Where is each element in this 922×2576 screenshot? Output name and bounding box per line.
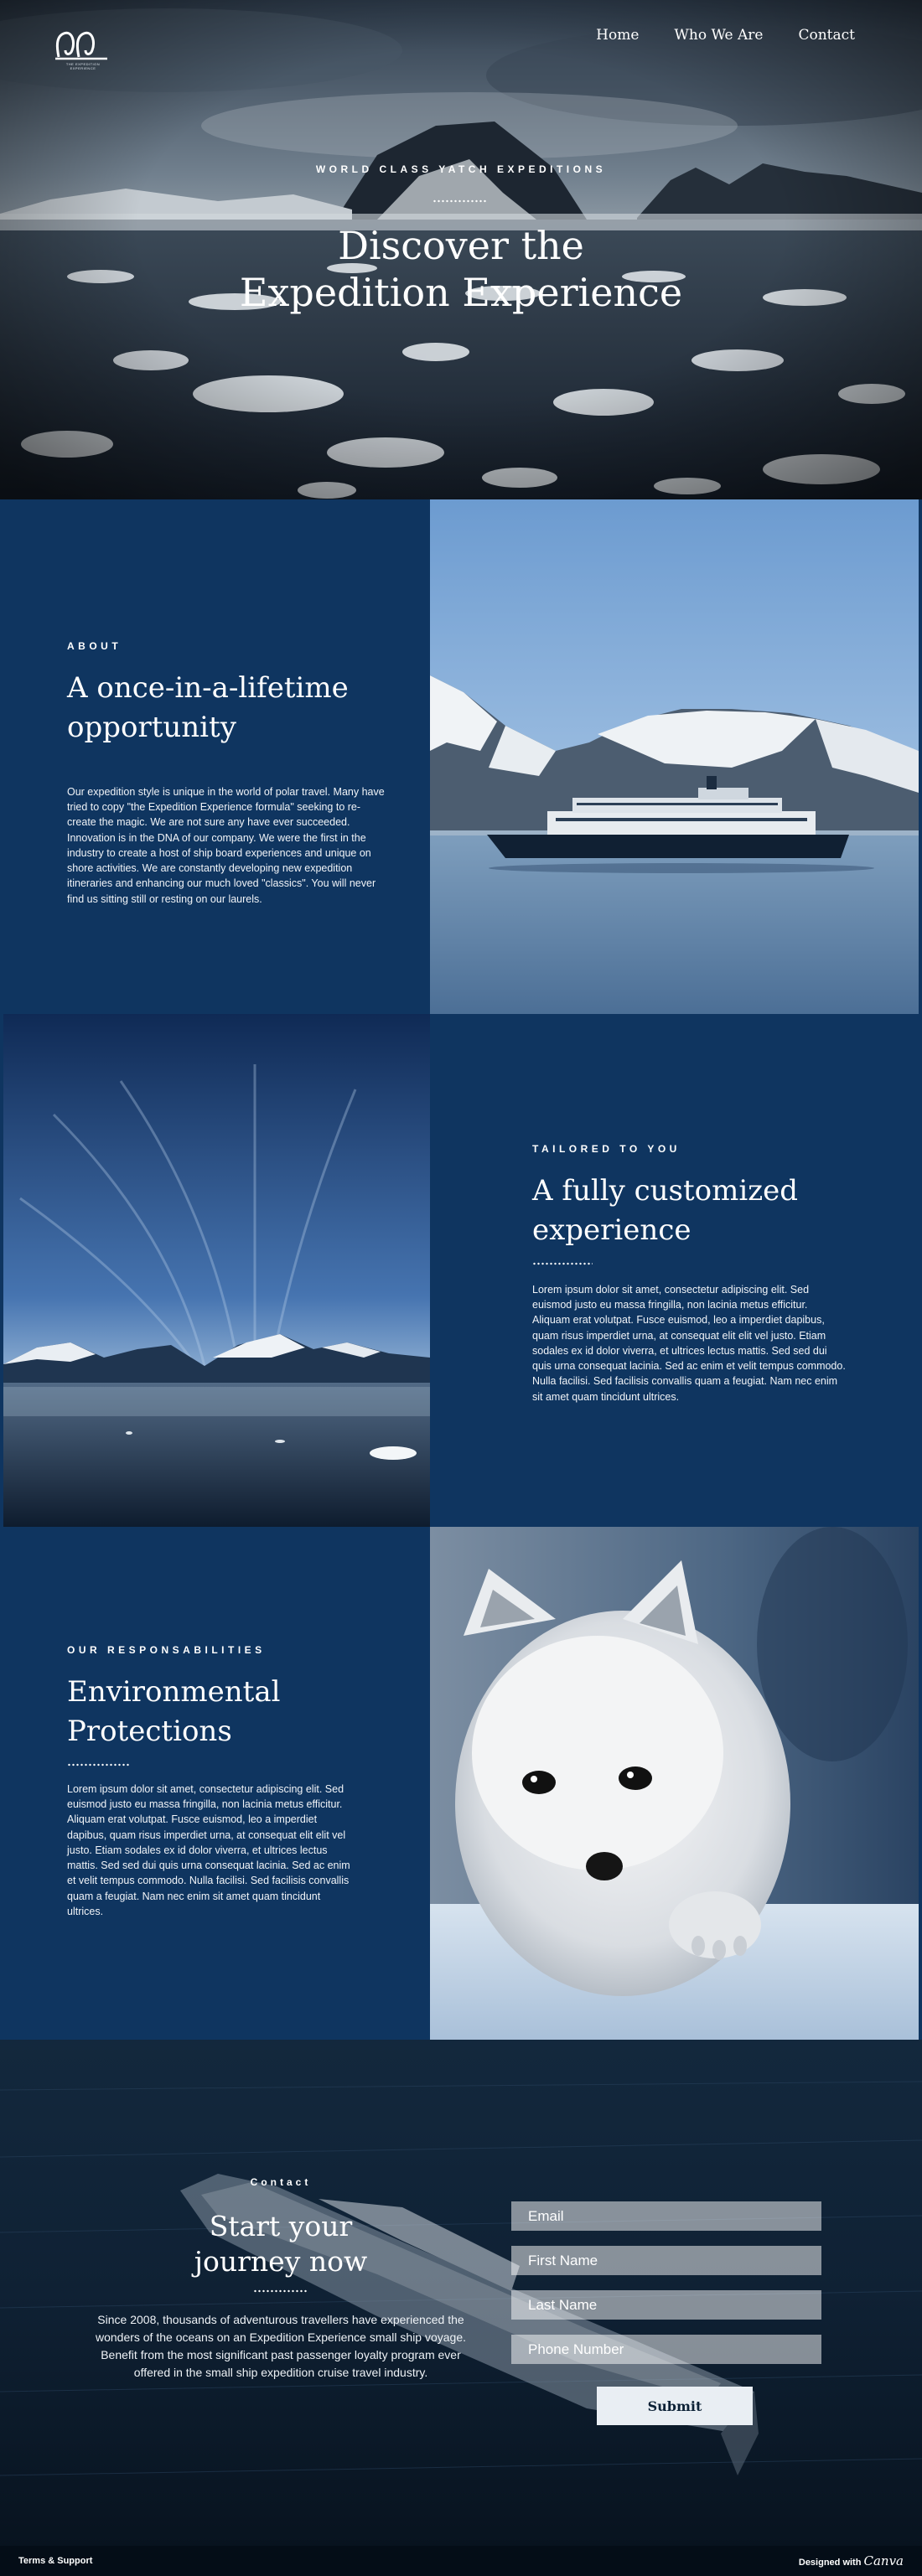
- hero-title-line2: Expedition Experience: [239, 270, 683, 316]
- environment-body: Lorem ipsum dolor sit amet, consectetur adipiscing elit. Sed euismod justo eu massa fringilla, non lacinia metus efficitur. Aliquam erat volutpat. Fusce euismod, leo a imperdiet dapibus, quam risus imperdiet urna, at consequat elit elit vel justo. Etiam sodales ex id dolor viverra, et ultrices lectus mattis. Sed sed dui quis urna consequat lacinia. Sed ac enim et velit tempus commodo. Nulla facilisi. Sed facilisis convallis quam a feugiat. Nam nec enim sit amet quam tincidunt ultrices.: [67, 1782, 350, 1917]
- contact-dotted-divider: [253, 2289, 308, 2293]
- tailored-text-block: [532, 1143, 847, 1404]
- environment-section: [0, 1527, 922, 2040]
- hero-dotted-divider: [433, 199, 488, 203]
- hero-eyebrow: WORLD CLASS YATCH EXPEDITIONS: [315, 163, 607, 175]
- about-title: [67, 669, 386, 747]
- canva-brand: Canva: [863, 2553, 904, 2568]
- tailored-title: [532, 1172, 847, 1250]
- last-name-field[interactable]: [511, 2290, 821, 2320]
- about-body: Our expedition style is unique in the world of polar travel. Many have tried to copy "the Expedition Experience formula" seeking to re-create the magic. We are not sure any have ever succeeded. Innovation is in the DNA of our company. We were the first in the industry to create a host of ship board experiences and unique on shore activities. We are constantly developing new expedition itineraries and enhancing our much loved "classics". You will never find us sitting still or resting on our laurels.: [67, 785, 385, 905]
- antarctic-mountains-illustration: [3, 1014, 430, 1527]
- antarctic-mountains-image: [3, 1014, 430, 1527]
- about-section: [0, 499, 922, 1014]
- environment-eyebrow: OUR RESPONSABILITIES: [67, 1644, 266, 1656]
- footer: [0, 2546, 922, 2576]
- about-eyebrow: ABOUT: [67, 640, 122, 652]
- about-title-line2: opportunity: [67, 710, 236, 744]
- tailored-title-line2: experience: [532, 1213, 692, 1247]
- contact-title: [92, 2209, 469, 2279]
- designed-with-credit[interactable]: [799, 2553, 904, 2568]
- designed-with-label: Designed with: [798, 2558, 862, 2568]
- tailored-dotted-divider: [532, 1262, 593, 1265]
- hero-section: [0, 0, 922, 499]
- contact-title-line2: journey now: [194, 2244, 368, 2278]
- about-title-line1: A once-in-a-lifetime: [67, 671, 349, 705]
- environment-title-line2: Protections: [67, 1714, 232, 1748]
- brand-logo[interactable]: [54, 25, 112, 70]
- tailored-body: Lorem ipsum dolor sit amet, consectetur adipiscing elit. Sed euismod justo eu massa fringilla, non lacinia metus efficitur. Aliquam erat volutpat. Fusce euismod, leo a imperdiet dapibus, quam risus imperdiet urna, at consequat elit elit vel justo. Etiam sodales ex id dolor viverra, et ultrices lectus mattis. Sed sed dui quis urna consequat lacinia. Sed ac enim et velit tempus commodo. Nulla facilisi. Sed facilisis convallis quam a feugiat. Nam nec enim sit amet quam tincidunt ultrices.: [532, 1283, 846, 1403]
- environment-title: [67, 1673, 352, 1751]
- contact-body: Since 2008, thousands of adventurous travellers have experienced the wonders of the oceans on an Expedition Experience small ship voyage. Benefit from the most significant past passenger loyalty program ever offered in the small ship expedition cruise travel industry.: [95, 2313, 467, 2379]
- first-name-field[interactable]: [511, 2246, 821, 2275]
- tailored-section: [0, 1014, 922, 1527]
- cruise-ship-illustration: [430, 499, 919, 1014]
- tailored-eyebrow: TAILORED TO YOU: [532, 1143, 681, 1155]
- main-nav: [596, 27, 855, 44]
- contact-section: [0, 2040, 922, 2546]
- submit-button[interactable]: Submit: [597, 2387, 753, 2425]
- logo-tagline: THE EXPEDITION EXPERIENCE: [65, 62, 101, 70]
- cruise-ship-image: [430, 499, 919, 1014]
- brand-logo-icon: [54, 25, 112, 62]
- hero-title: [0, 222, 922, 316]
- arctic-fox-image: [430, 1527, 919, 2040]
- contact-eyebrow: Contact: [250, 2176, 312, 2188]
- arctic-fox-illustration: [430, 1527, 919, 2040]
- about-text-block: [67, 640, 386, 907]
- terms-support-link[interactable]: Terms & Support: [18, 2556, 93, 2566]
- environment-title-line1: Environmental: [67, 1675, 281, 1709]
- nav-link-who-we-are[interactable]: Who We Are: [674, 27, 764, 44]
- email-field[interactable]: [511, 2201, 821, 2231]
- environment-dotted-divider: [67, 1763, 129, 1766]
- hero-title-line1: Discover the: [338, 223, 584, 268]
- tailored-title-line1: A fully customized: [532, 1174, 799, 1208]
- phone-number-field[interactable]: [511, 2335, 821, 2364]
- nav-link-home[interactable]: Home: [596, 27, 640, 44]
- contact-title-line1: Start your: [209, 2210, 353, 2242]
- environment-text-block: [67, 1644, 352, 1919]
- nav-link-contact[interactable]: Contact: [798, 27, 855, 44]
